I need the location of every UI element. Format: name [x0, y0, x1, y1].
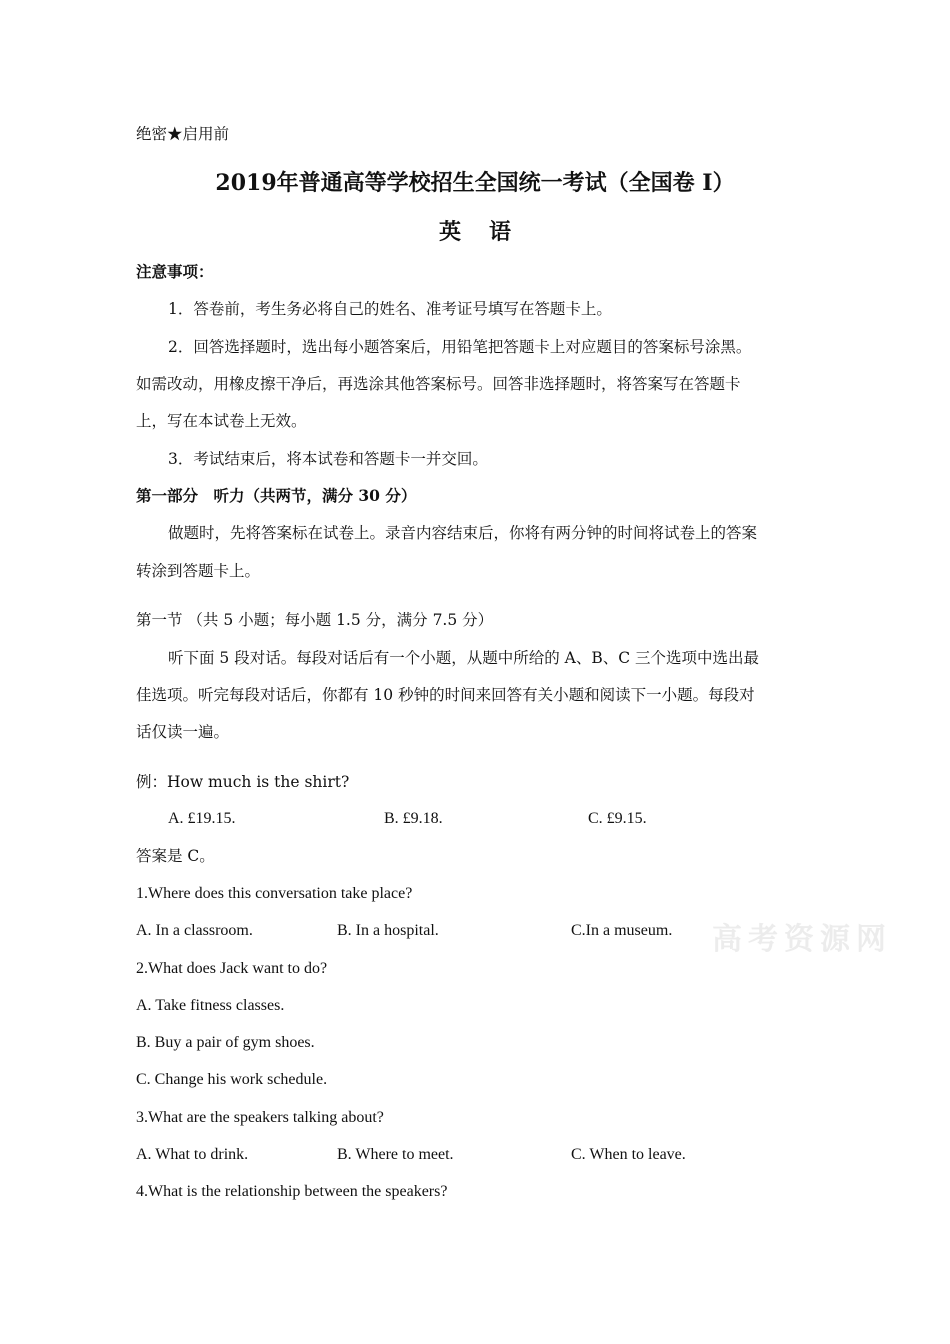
example-option-c: C. £9.15.: [588, 810, 647, 827]
question-2: 2.What does Jack want to do?: [136, 960, 328, 977]
example-question: 例：How much is the shirt?: [136, 773, 350, 791]
confidential-label: 绝密★启用前: [136, 125, 230, 143]
section1-intro-line-3: 话仅读一遍。: [136, 723, 230, 741]
question-1-option-b: B. In a hospital.: [337, 922, 439, 939]
question-3-option-c: C. When to leave.: [571, 1146, 686, 1163]
watermark: 高考资源网: [712, 922, 892, 957]
question-3: 3.What are the speakers talking about?: [136, 1109, 384, 1126]
question-1: 1.Where does this conversation take place?: [136, 885, 413, 902]
example-answer: 答案是 C。: [136, 847, 215, 865]
example-option-a: A. £19.15.: [168, 810, 236, 827]
question-3-option-b: B. Where to meet.: [337, 1146, 454, 1163]
notes-item-3: 3．考试结束后，将本试卷和答题卡一并交回。: [168, 450, 488, 468]
notes-item-2-line-2: 如需改动，用橡皮擦干净后，再选涂其他答案标号。回答非选择题时，将答案写在答题卡: [136, 375, 741, 393]
question-3-option-a: A. What to drink.: [136, 1146, 249, 1163]
question-2-option-a: A. Take fitness classes.: [136, 997, 285, 1014]
notes-heading: 注意事项：: [136, 262, 214, 281]
question-2-option-b: B. Buy a pair of gym shoes.: [136, 1034, 315, 1051]
part1-heading: 第一部分 听力（共两节，满分 30 分）: [136, 486, 417, 505]
part1-intro-line-1: 做题时，先将答案标在试卷上。录音内容结束后，你将有两分钟的时间将试卷上的答案: [168, 524, 758, 542]
section1-intro-line-2: 佳选项。听完每段对话后，你都有 10 秒钟的时间来回答有关小题和阅读下一小题。每段对: [136, 686, 755, 704]
notes-item-2-line-3: 上，写在本试卷上无效。: [136, 412, 307, 430]
question-1-option-c: C.In a museum.: [571, 922, 673, 939]
exam-title: 2019年普通高等学校招生全国统一考试（全国卷 I）: [215, 170, 735, 196]
question-2-option-c: C. Change his work schedule.: [136, 1071, 328, 1088]
section1-heading: 第一节 （共 5 小题；每小题 1.5 分，满分 7.5 分）: [136, 611, 494, 629]
notes-item-2-line-1: 2．回答选择题时，选出每小题答案后，用铅笔把答题卡上对应题目的答案标号涂黑。: [168, 338, 752, 356]
example-option-b: B. £9.18.: [384, 810, 443, 827]
subject-title: 英语: [438, 219, 539, 245]
part1-intro-line-2: 转涂到答题卡上。: [136, 562, 261, 580]
section1-intro-line-1: 听下面 5 段对话。每段对话后有一个小题，从题中所给的 A、B、C 三个选项中选出最: [168, 649, 760, 667]
question-1-option-a: A. In a classroom.: [136, 922, 253, 939]
notes-item-1: 1．答卷前，考生务必将自己的姓名、准考证号填写在答题卡上。: [168, 300, 612, 318]
question-4: 4.What is the relationship between the speakers?: [136, 1183, 448, 1200]
